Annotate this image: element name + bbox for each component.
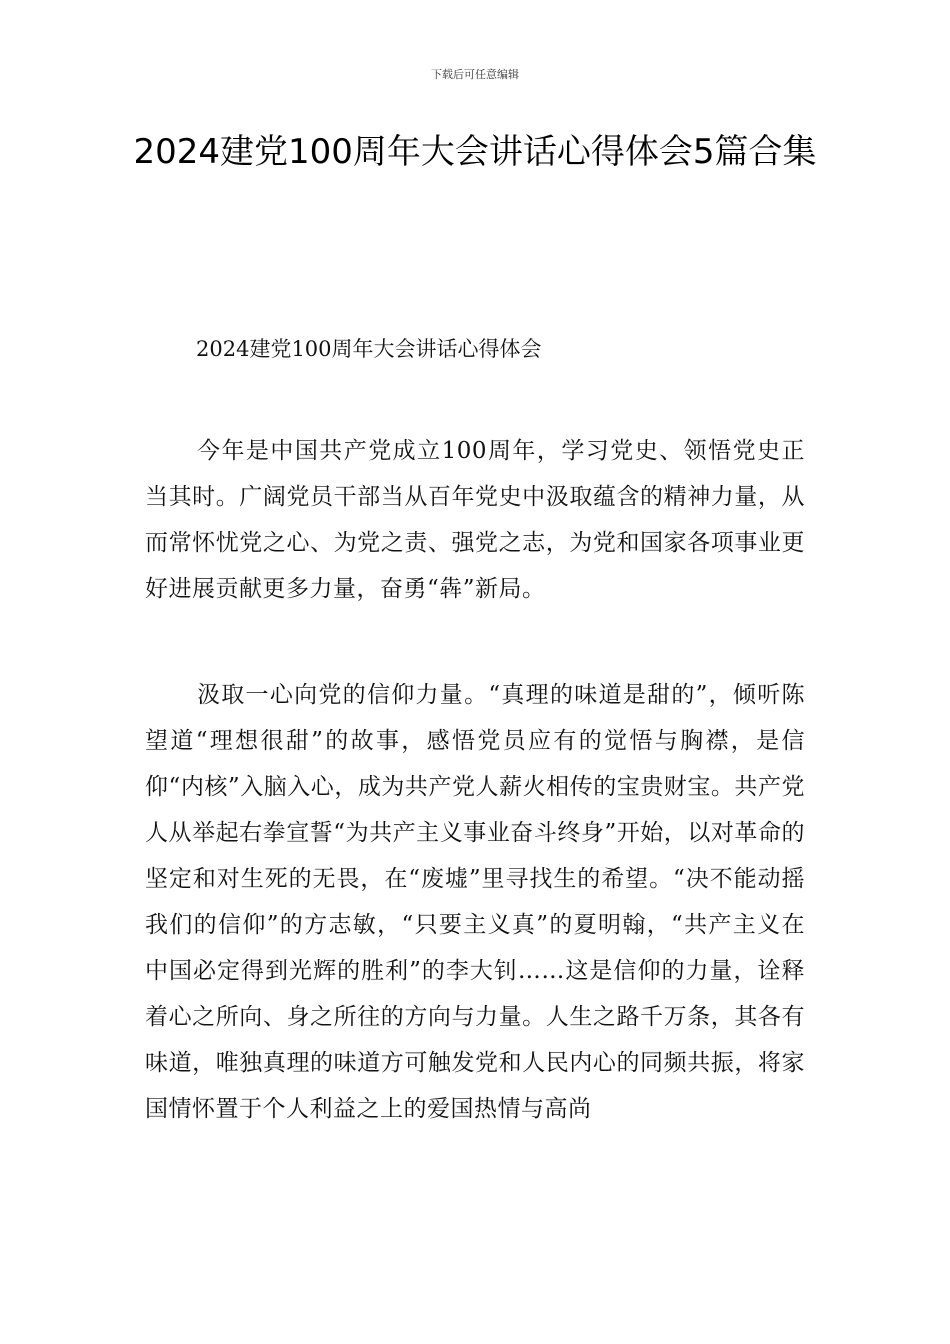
section-subtitle: 2024建党100周年大会讲话心得体会 xyxy=(196,337,542,361)
header-note: 下载后可任意编辑 xyxy=(431,68,519,81)
body-paragraph: 今年是中国共产党成立100周年，学习党史、领悟党史正当其时。广阔党员干部当从百年党史中汲取蕴含的精神力量，从而常怀忧党之心、为党之责、强党之志，为党和国家各项事业更好进展贡献更多力量，奋勇“犇”新局。 xyxy=(145,438,805,602)
body-paragraph: 汲取一心向党的信仰力量。“真理的味道是甜的”，倾听陈望道“理想很甜”的故事，感悟党员应有的觉悟与胸襟，是信仰“内核”入脑入心，成为共产党人薪火相传的宝贵财宝。共产党人从举起右拳宣誓“为共产主义事业奋斗终身”开始，以对革命的坚定和对生死的无畏，在“废墟”里寻找生的希望。“决不能动摇我们的信仰”的方志敏，“只要主义真”的夏明翰，“共产主义在中国必定得到光辉的胜利”的李大钊……这是信仰的力量，诠释着心之所向、身之所往的方向与力量。人生之路千万条，其各有味道，唯独真理的味道方可触发党和人民内心的同频共振，将家国情怀置于个人利益之上的爱国热情与高尚 xyxy=(145,682,805,1122)
document-title: 2024建党100周年大会讲话心得体会5篇合集 xyxy=(133,132,817,172)
